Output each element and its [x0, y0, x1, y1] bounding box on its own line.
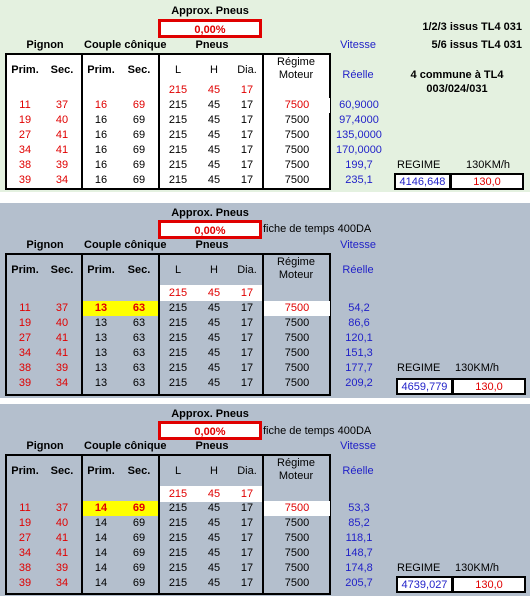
cell-pignon-prim[interactable]: 39 — [18, 174, 32, 186]
cell-pignon-sec[interactable]: 41 — [55, 547, 69, 559]
cell-tyre-h[interactable]: 45 — [207, 577, 221, 589]
col-prim: Prim. — [11, 264, 39, 276]
tyre-ref-l: 215 — [168, 84, 188, 96]
cell-couple-prim[interactable]: 16 — [94, 99, 108, 111]
cell-vitesse-reelle[interactable]: 118,1 — [345, 532, 373, 544]
cell-couple-prim[interactable]: 13 — [94, 302, 108, 314]
cell-couple-prim[interactable]: 13 — [94, 317, 108, 329]
side-note-4: 003/024/031 — [426, 83, 488, 95]
kmh-value: 130,0 — [475, 381, 503, 393]
col-reelle: Réelle — [342, 465, 374, 477]
group-vitesse: Vitesse — [340, 239, 376, 251]
cell-couple-prim[interactable]: 14 — [94, 532, 108, 544]
kmh-label: 130KM/h — [455, 362, 500, 374]
cell-tyre-h[interactable]: 45 — [207, 502, 221, 514]
cell-tyre-dia[interactable]: 17 — [240, 377, 254, 389]
cell-vitesse-reelle[interactable]: 151,3 — [345, 347, 373, 359]
cell-couple-sec[interactable]: 69 — [132, 532, 146, 544]
cell-pignon-sec[interactable]: 34 — [55, 377, 69, 389]
cell-regime-moteur[interactable]: 7500 — [284, 144, 310, 156]
cell-couple-sec[interactable]: 69 — [132, 144, 146, 156]
cell-tyre-l[interactable]: 215 — [168, 562, 188, 574]
cell-vitesse-reelle[interactable]: 177,7 — [345, 362, 373, 374]
kmh-value-cell[interactable] — [452, 378, 526, 395]
tyre-ref-h: 45 — [207, 287, 221, 299]
tyre-ref-dia: 17 — [240, 287, 254, 299]
cell-tyre-l[interactable]: 215 — [168, 532, 188, 544]
cell-pignon-prim[interactable]: 27 — [18, 129, 32, 141]
cell-couple-prim[interactable]: 16 — [94, 174, 108, 186]
cell-couple-sec[interactable]: 69 — [132, 547, 146, 559]
group-pneus: Pneus — [195, 239, 229, 251]
cell-vitesse-reelle[interactable]: 85,2 — [348, 517, 370, 529]
cell-regime-moteur[interactable]: 7500 — [284, 562, 310, 574]
col-cc-prim: Prim. — [87, 465, 115, 477]
cell-regime-moteur[interactable]: 7500 — [284, 347, 310, 359]
cell-vitesse-reelle[interactable]: 60,9000 — [339, 99, 379, 111]
cell-pignon-sec[interactable]: 41 — [55, 332, 69, 344]
cell-pignon-sec[interactable]: 37 — [55, 302, 69, 314]
cell-pignon-prim[interactable]: 34 — [18, 144, 32, 156]
cell-vitesse-reelle[interactable]: 205,7 — [345, 577, 373, 589]
cell-couple-prim[interactable]: 16 — [94, 144, 108, 156]
regime-value-cell[interactable] — [396, 576, 453, 593]
cell-pignon-prim[interactable]: 39 — [18, 577, 32, 589]
cell-tyre-l[interactable]: 215 — [168, 517, 188, 529]
group-pneus: Pneus — [195, 39, 229, 51]
cell-tyre-dia[interactable]: 17 — [240, 562, 254, 574]
cell-couple-sec[interactable]: 63 — [132, 362, 146, 374]
cell-pignon-prim[interactable]: 38 — [18, 362, 32, 374]
cell-tyre-l[interactable]: 215 — [168, 144, 188, 156]
cell-tyre-l[interactable]: 215 — [168, 547, 188, 559]
col-prim: Prim. — [11, 465, 39, 477]
cell-tyre-dia[interactable]: 17 — [240, 347, 254, 359]
cell-vitesse-reelle[interactable]: 54,2 — [348, 302, 370, 314]
cell-pignon-prim[interactable]: 11 — [19, 99, 31, 111]
cell-tyre-l[interactable]: 215 — [168, 362, 188, 374]
cell-tyre-l[interactable]: 215 — [168, 302, 188, 314]
cell-tyre-l[interactable]: 215 — [168, 99, 188, 111]
cell-vitesse-reelle[interactable]: 235,1 — [345, 174, 373, 186]
cell-pignon-prim[interactable]: 38 — [18, 159, 32, 171]
cell-vitesse-reelle[interactable]: 135,0000 — [336, 129, 382, 141]
cell-couple-sec[interactable]: 69 — [132, 114, 146, 126]
cell-pignon-sec[interactable]: 40 — [55, 517, 69, 529]
cell-tyre-dia[interactable]: 17 — [240, 144, 254, 156]
cell-tyre-h[interactable]: 45 — [207, 159, 221, 171]
regime-value: 4739,027 — [401, 579, 448, 591]
regime-value: 4659,779 — [401, 381, 448, 393]
cell-couple-sec[interactable]: 69 — [132, 517, 146, 529]
cell-tyre-l[interactable]: 215 — [168, 577, 188, 589]
cell-tyre-h[interactable]: 45 — [207, 129, 221, 141]
cell-tyre-l[interactable]: 215 — [168, 317, 188, 329]
cell-regime-moteur[interactable]: 7500 — [284, 159, 310, 171]
group-couple-conique: Couple cônique — [84, 440, 167, 452]
cell-tyre-dia[interactable]: 17 — [240, 114, 254, 126]
cell-tyre-l[interactable]: 215 — [168, 174, 188, 186]
cell-couple-prim[interactable]: 16 — [94, 129, 108, 141]
cell-couple-sec[interactable]: 63 — [132, 302, 146, 314]
col-cc-sec: Sec. — [127, 264, 151, 276]
cell-regime-moteur[interactable]: 7500 — [284, 99, 310, 111]
cell-tyre-h[interactable]: 45 — [207, 302, 221, 314]
cell-tyre-h[interactable]: 45 — [207, 517, 221, 529]
cell-tyre-l[interactable]: 215 — [168, 159, 188, 171]
cell-couple-sec[interactable]: 69 — [132, 562, 146, 574]
approx-label: Approx. Pneus — [171, 5, 249, 17]
cell-pignon-sec[interactable]: 41 — [55, 144, 69, 156]
cell-couple-sec[interactable]: 69 — [132, 99, 146, 111]
cell-regime-moteur[interactable]: 7500 — [284, 517, 310, 529]
cell-pignon-sec[interactable]: 40 — [55, 114, 69, 126]
cell-tyre-h[interactable]: 45 — [207, 547, 221, 559]
cell-couple-prim[interactable]: 14 — [94, 562, 108, 574]
col-cc-sec: Sec. — [127, 465, 151, 477]
col-dia: Dia. — [237, 264, 257, 276]
cell-tyre-l[interactable]: 215 — [168, 502, 188, 514]
cell-tyre-dia[interactable]: 17 — [240, 502, 254, 514]
cell-regime-moteur[interactable]: 7500 — [284, 317, 310, 329]
cell-vitesse-reelle[interactable]: 199,7 — [345, 159, 373, 171]
cell-couple-prim[interactable]: 16 — [94, 114, 108, 126]
kmh-value: 130,0 — [475, 579, 503, 591]
cell-pignon-prim[interactable]: 27 — [18, 532, 32, 544]
cell-tyre-h[interactable]: 45 — [207, 114, 221, 126]
approx-label: Approx. Pneus — [171, 408, 249, 420]
cell-regime-moteur[interactable]: 7500 — [284, 577, 310, 589]
col-h: H — [210, 64, 218, 76]
cell-pignon-prim[interactable]: 11 — [19, 302, 31, 314]
cell-couple-sec[interactable]: 63 — [132, 317, 146, 329]
cell-tyre-h[interactable]: 45 — [207, 144, 221, 156]
cell-tyre-l[interactable]: 215 — [168, 129, 188, 141]
col-regime-moteur: Régime Moteur — [277, 256, 315, 281]
kmh-label: 130KM/h — [455, 562, 500, 574]
group-vitesse: Vitesse — [340, 39, 376, 51]
cell-tyre-dia[interactable]: 17 — [240, 362, 254, 374]
cell-couple-prim[interactable]: 13 — [94, 377, 108, 389]
cell-regime-moteur[interactable]: 7500 — [284, 532, 310, 544]
group-couple-conique: Couple cônique — [84, 39, 167, 51]
approx-label: Approx. Pneus — [171, 207, 249, 219]
col-regime-moteur: Régime Moteur — [277, 56, 315, 81]
regime-value-cell[interactable] — [394, 173, 451, 190]
regime-value-cell[interactable] — [396, 378, 453, 395]
kmh-value: 130,0 — [473, 176, 501, 188]
col-l: L — [174, 264, 182, 276]
cell-regime-moteur[interactable]: 7500 — [284, 377, 310, 389]
cell-couple-prim[interactable]: 14 — [94, 517, 108, 529]
regime-label: REGIME — [397, 562, 441, 574]
col-cc-prim: Prim. — [87, 264, 115, 276]
fiche-note: fiche de temps 400DA — [263, 425, 372, 437]
cell-pignon-sec[interactable]: 41 — [55, 347, 69, 359]
col-cc-sec: Sec. — [127, 64, 151, 76]
cell-tyre-dia[interactable]: 17 — [240, 317, 254, 329]
col-prim: Prim. — [11, 64, 39, 76]
cell-couple-prim[interactable]: 13 — [94, 347, 108, 359]
tyre-ref-l: 215 — [168, 488, 188, 500]
cell-tyre-h[interactable]: 45 — [207, 562, 221, 574]
cell-regime-moteur[interactable]: 7500 — [284, 547, 310, 559]
cell-tyre-h[interactable]: 45 — [207, 99, 221, 111]
cell-tyre-dia[interactable]: 17 — [240, 302, 254, 314]
cell-tyre-dia[interactable]: 17 — [240, 332, 254, 344]
cell-vitesse-reelle[interactable]: 86,6 — [348, 317, 370, 329]
cell-pignon-sec[interactable]: 39 — [55, 159, 69, 171]
approx-value: 0,00% — [194, 225, 226, 237]
regime-label: REGIME — [397, 362, 441, 374]
cell-regime-moteur[interactable]: 7500 — [284, 114, 310, 126]
kmh-value-cell[interactable] — [450, 173, 524, 190]
cell-tyre-dia[interactable]: 17 — [240, 99, 254, 111]
cell-pignon-prim[interactable]: 19 — [18, 317, 32, 329]
cell-couple-sec[interactable]: 69 — [132, 159, 146, 171]
col-h: H — [210, 264, 218, 276]
col-h: H — [210, 465, 218, 477]
cell-pignon-prim[interactable]: 38 — [18, 562, 32, 574]
cell-pignon-sec[interactable]: 39 — [55, 362, 69, 374]
gear-sheet-2 — [0, 203, 530, 398]
col-reelle: Réelle — [342, 69, 374, 81]
tyre-ref-dia: 17 — [240, 488, 254, 500]
cell-tyre-dia[interactable]: 17 — [240, 547, 254, 559]
approx-cell[interactable] — [158, 19, 262, 38]
cell-tyre-h[interactable]: 45 — [207, 532, 221, 544]
cell-couple-prim[interactable]: 16 — [94, 159, 108, 171]
cell-tyre-l[interactable]: 215 — [168, 332, 188, 344]
cell-tyre-dia[interactable]: 17 — [240, 174, 254, 186]
regime-value: 4146,648 — [399, 176, 446, 188]
cell-pignon-sec[interactable]: 37 — [55, 502, 69, 514]
col-sec: Sec. — [50, 465, 74, 477]
tyre-ref-h: 45 — [207, 488, 221, 500]
cell-couple-prim[interactable]: 14 — [94, 502, 108, 514]
cell-couple-sec[interactable]: 69 — [132, 577, 146, 589]
cell-couple-prim[interactable]: 13 — [94, 332, 108, 344]
side-note-1: 1/2/3 issus TL4 031 — [422, 21, 522, 33]
cell-pignon-sec[interactable]: 40 — [55, 317, 69, 329]
col-reelle: Réelle — [342, 264, 374, 276]
cell-pignon-prim[interactable]: 19 — [18, 517, 32, 529]
cell-couple-sec[interactable]: 69 — [132, 174, 146, 186]
cell-regime-moteur[interactable]: 7500 — [284, 362, 310, 374]
col-l: L — [174, 64, 182, 76]
cell-couple-sec[interactable]: 69 — [132, 502, 146, 514]
cell-tyre-h[interactable]: 45 — [207, 362, 221, 374]
cell-pignon-prim[interactable]: 34 — [18, 347, 32, 359]
cell-couple-sec[interactable]: 63 — [132, 332, 146, 344]
cell-tyre-h[interactable]: 45 — [207, 317, 221, 329]
tyre-ref-l: 215 — [168, 287, 188, 299]
approx-value: 0,00% — [194, 24, 226, 36]
cell-regime-moteur[interactable]: 7500 — [284, 502, 310, 514]
group-vitesse: Vitesse — [340, 440, 376, 452]
col-cc-prim: Prim. — [87, 64, 115, 76]
cell-vitesse-reelle[interactable]: 97,4000 — [339, 114, 379, 126]
cell-regime-moteur[interactable]: 7500 — [284, 302, 310, 314]
cell-vitesse-reelle[interactable]: 120,1 — [345, 332, 373, 344]
cell-tyre-l[interactable]: 215 — [168, 377, 188, 389]
gear-sheet-1 — [0, 0, 530, 192]
gear-sheet-3 — [0, 404, 530, 596]
cell-couple-prim[interactable]: 13 — [94, 362, 108, 374]
cell-tyre-dia[interactable]: 17 — [240, 517, 254, 529]
fiche-note: fiche de temps 400DA — [263, 223, 372, 235]
cell-tyre-h[interactable]: 45 — [207, 332, 221, 344]
cell-pignon-sec[interactable]: 34 — [55, 577, 69, 589]
cell-tyre-l[interactable]: 215 — [168, 347, 188, 359]
cell-tyre-l[interactable]: 215 — [168, 114, 188, 126]
cell-couple-prim[interactable]: 14 — [94, 547, 108, 559]
cell-regime-moteur[interactable]: 7500 — [284, 174, 310, 186]
tyre-ref-h: 45 — [207, 84, 221, 96]
cell-vitesse-reelle[interactable]: 170,0000 — [336, 144, 382, 156]
approx-cell[interactable] — [158, 421, 262, 440]
tyre-ref-dia: 17 — [240, 84, 254, 96]
cell-regime-moteur[interactable]: 7500 — [284, 332, 310, 344]
cell-pignon-sec[interactable]: 39 — [55, 562, 69, 574]
cell-tyre-dia[interactable]: 17 — [240, 532, 254, 544]
col-sec: Sec. — [50, 64, 74, 76]
cell-pignon-sec[interactable]: 37 — [55, 99, 69, 111]
cell-tyre-h[interactable]: 45 — [207, 174, 221, 186]
kmh-label: 130KM/h — [466, 159, 511, 171]
cell-tyre-dia[interactable]: 17 — [240, 159, 254, 171]
cell-vitesse-reelle[interactable]: 53,3 — [348, 502, 370, 514]
cell-pignon-prim[interactable]: 34 — [18, 547, 32, 559]
col-l: L — [174, 465, 182, 477]
col-dia: Dia. — [237, 64, 257, 76]
approx-value: 0,00% — [194, 426, 226, 438]
col-sec: Sec. — [50, 264, 74, 276]
regime-label: REGIME — [397, 159, 441, 171]
cell-pignon-sec[interactable]: 41 — [55, 129, 69, 141]
cell-tyre-h[interactable]: 45 — [207, 347, 221, 359]
cell-vitesse-reelle[interactable]: 148,7 — [345, 547, 373, 559]
cell-couple-sec[interactable]: 63 — [132, 347, 146, 359]
cell-pignon-prim[interactable]: 27 — [18, 332, 32, 344]
side-note-2: 5/6 issus TL4 031 — [431, 39, 522, 51]
cell-tyre-h[interactable]: 45 — [207, 377, 221, 389]
group-pignon: Pignon — [26, 440, 64, 452]
group-pignon: Pignon — [26, 239, 64, 251]
kmh-value-cell[interactable] — [452, 576, 526, 593]
group-couple-conique: Couple cônique — [84, 239, 167, 251]
cell-pignon-prim[interactable]: 19 — [18, 114, 32, 126]
group-pignon: Pignon — [26, 39, 64, 51]
group-pneus: Pneus — [195, 440, 229, 452]
cell-regime-moteur[interactable]: 7500 — [284, 129, 310, 141]
col-regime-moteur: Régime Moteur — [277, 457, 315, 482]
cell-tyre-dia[interactable]: 17 — [240, 577, 254, 589]
cell-pignon-sec[interactable]: 41 — [55, 532, 69, 544]
approx-cell[interactable] — [158, 220, 262, 239]
side-note-3: 4 commune à TL4 — [410, 69, 504, 81]
cell-couple-sec[interactable]: 69 — [132, 129, 146, 141]
cell-pignon-prim[interactable]: 11 — [19, 502, 31, 514]
cell-pignon-sec[interactable]: 34 — [55, 174, 69, 186]
cell-couple-sec[interactable]: 63 — [132, 377, 146, 389]
cell-vitesse-reelle[interactable]: 209,2 — [345, 377, 373, 389]
cell-vitesse-reelle[interactable]: 174,8 — [345, 562, 373, 574]
cell-pignon-prim[interactable]: 39 — [18, 377, 32, 389]
cell-tyre-dia[interactable]: 17 — [240, 129, 254, 141]
col-dia: Dia. — [237, 465, 257, 477]
cell-couple-prim[interactable]: 14 — [94, 577, 108, 589]
